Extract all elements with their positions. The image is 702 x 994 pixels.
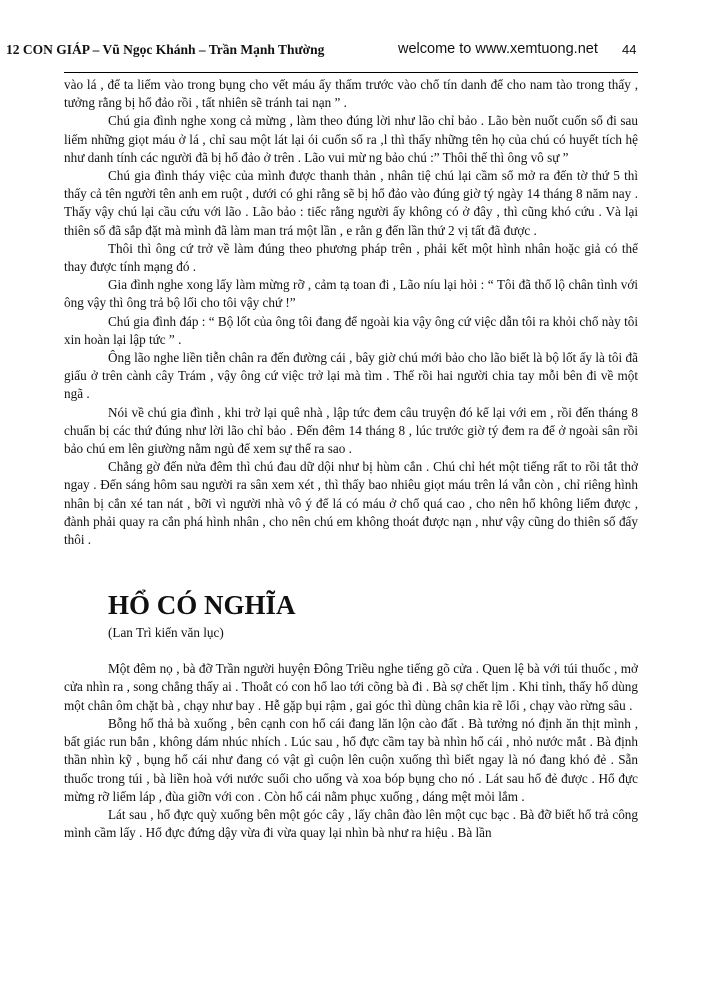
header-divider (64, 72, 638, 73)
book-title: 12 CON GIÁP – Vũ Ngọc Khánh – Trần Mạnh Thường (6, 42, 325, 57)
website-label: welcome to www.xemtuong.net (398, 41, 598, 57)
page-body (64, 76, 638, 842)
paragraph: Gia đình nghe xong lấy làm mừng rỡ , cảm tạ toan đi , Lão níu lại hỏi : “ Tôi đã thổ lộ chân tình với ông vậy thì ông trả bộ lối cho tôi vậy chứ !” (64, 277, 638, 311)
paragraph: Một đêm nọ , bà đỡ Trần người huyện Đông Triều nghe tiếng gõ cửa . Quen lệ bà với túi thuốc , mở cửa nhìn ra , song chẳng thấy ai . Thoắt có con hổ lao tới cõng bà đi . Bà sợ chết lịm . Khi tỉnh, thấy hổ dùng một chân ôm chặt bà , chạy như bay . Hễ gặp bụi rậm , gai góc thì dùng chân kia rẽ lối , chạy vào rừng sâu . (64, 661, 638, 713)
section-title: HỔ CÓ NGHĨA (108, 590, 296, 621)
paragraph: Chú gia đình đáp : “ Bộ lốt của ông tôi đang để ngoài kia vậy ông cứ việc dẫn tôi ra khỏi chổ này tôi xin hoàn lại lập tức ” . (64, 313, 638, 347)
paragraph: Chẳng gờ đến nửa đêm thì chú đau dữ dội như bị hùm cắn . Chú chỉ hét một tiếng rất to rồi tắt thở ngay . Đến sáng hôm sau người ra sân xem xét , thì thấy bao nhiêu giọt máu trên lá vẫn còn , chỉ riêng hình nhân bị cắn xé tan nát , bỡi vì người nhà vô ý để lá có máu ở chổ quá cao , cho nên hổ không liếm được , đành phải quay ra cắn phá hình nhân , cho nên chú em không thoát được nạn , như vậy cũng do thiên số đấy thôi . (64, 459, 638, 548)
paragraph: Chú gia đình tháy việc của mình được thanh thản , nhân tiệ chú lại cầm sổ mở ra đến tờ thứ 5 thì thấy cả tên người tên anh em ruột , dưới có ghi rằng sẽ bị hổ đảo vào đúng giờ tý ngày 14 tháng 8 năm nay . Thấy vậy chú lại cầu cứu với lão . Lão bảo : tiếc rằng người ấy không có ở đây , thì cũng khó cứu . Và lại thiên số đã sắp đặt mà mình đã làm man trá một lần , e rằn g đến lần thứ 2 vị tất đã được . (64, 168, 638, 238)
spacer (64, 642, 638, 660)
paragraph: Lát sau , hổ đực quỳ xuống bên một góc cây , lấy chân đào lên một cục bạc . Bà đỡ biết hổ trả công mình cầm lấy . Hổ đực đứng dậy vừa đi vừa quay lại nhìn bà như ra hiệu . Bà lần (64, 806, 638, 841)
paragraph: vào lá , để ta liếm vào trong bụng cho vết máu ấy thấm trước vào chổ tín danh để cho nam tào trong thấy , tưởng rằng bị hổ đảo rồi , tất nhiên sẽ tránh tai nạn ” . (64, 77, 638, 111)
section-source: (Lan Trì kiến văn lục) (108, 625, 224, 641)
page-number: 44 (622, 42, 637, 57)
paragraph: Nói về chú gia đình , khi trở lại quê nhà , lập tức đem câu truyện đó kể lại với em , rồi đến tháng 8 chuẩn bị các thứ đúng như lời lão chỉ bảo . Đến đêm 14 tháng 8 , lúc trước giờ tý đem ra để ở ngoài sân rồi bảo chú em lên giường nằm ngủ để xem sự thể ra sao . (64, 404, 638, 457)
paragraph: Chú gia đình nghe xong cả mừng , làm theo đúng lời như lão chỉ bảo . Lão bèn nuốt cuốn sổ đi sau liếm những giọt máu ở lá , chỉ sau một lát lại ói cuốn sổ ra ,l thì thấy những tên họ của chú có huyết tích hệ như danh tính các người đã bị hổ đảo ở trên . Lão vui mừ ng bảo chú :” Thôi thế thì ông vô sự ” (64, 113, 638, 165)
paragraph: Ông lão nghe liền tiễn chân ra đến đường cái , bây giờ chú mới bảo cho lão biết là bộ lốt ấy là tôi đã giấu ở trên cành cây Trám , vậy ông cứ việc trở lại mà tìm . Thế rồi hai người chia tay mỗi bên đi về một ngã . (64, 350, 638, 402)
paragraph: Bỗng hổ thả bà xuống , bên cạnh con hổ cái đang lăn lộn cào đất . Bà tưởng nó định ăn thịt mình , bất giác run bắn , không dám nhúc nhích . Lúc sau , hổ đực cầm tay bà nhìn hổ cái , nhỏ nước mắt . Bà định thần nhìn kỹ , bụng hổ cái như đang có vật gì cuộn lên cuộn xuống thì biết ngay là nó đang khó đẻ . Sẵn thuốc trong túi , bà liền hoà với nước suối cho uống và xoa bóp bụng cho nó . Lát sau hổ đẻ được . Hổ đực mừng rỡ liếm láp , đùa giỡn với con . Còn hổ cái nằm phục xuống , dáng mệt mỏi lắm . (64, 715, 638, 804)
paragraph: Thôi thì ông cứ trở về làm đúng theo phương pháp trên , phải kết một hình nhân hoặc giả có thể thay được tính mạng đó . (64, 240, 638, 275)
page-header (0, 42, 702, 62)
